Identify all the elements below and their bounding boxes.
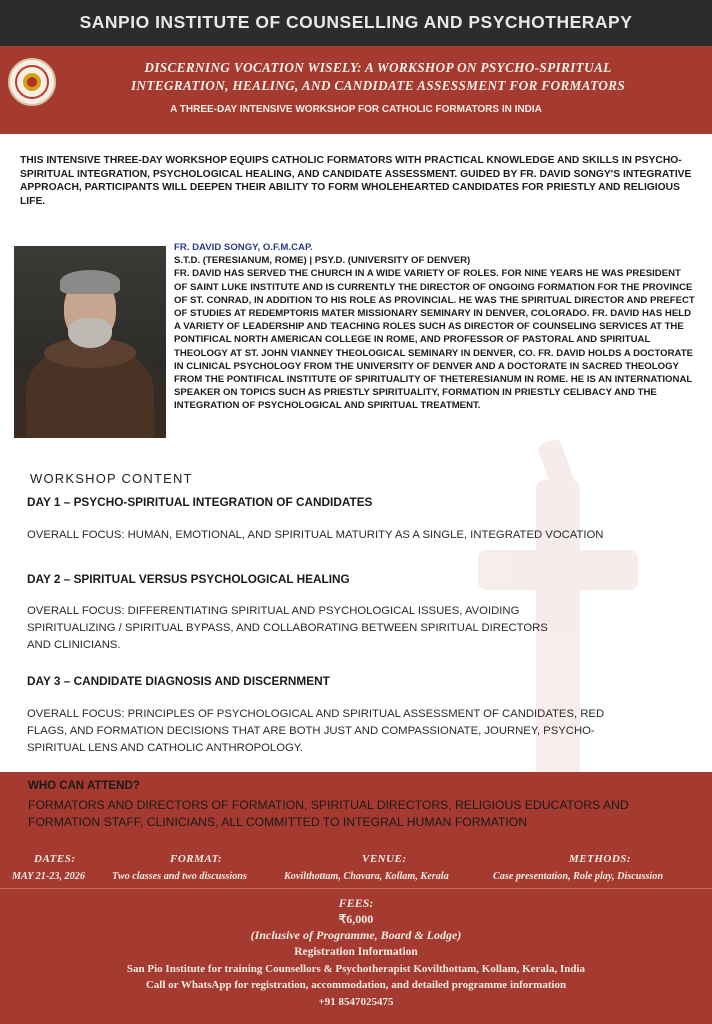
institute-name: SANPIO INSTITUTE OF COUNSELLING AND PSYCHOTHERAPY xyxy=(79,12,633,32)
workshop-content-heading: WORKSHOP CONTENT xyxy=(30,471,193,486)
speaker-name: FR. DAVID SONGY, O.F.M.CAP. xyxy=(174,242,313,253)
details-divider xyxy=(0,888,712,889)
who-can-attend-section xyxy=(0,772,712,852)
venue-block xyxy=(362,853,407,865)
day-1-title: DAY 1 – PSYCHO-SPIRITUAL INTEGRATION OF CANDIDATES xyxy=(27,495,373,509)
venue-label: VENUE: xyxy=(362,853,407,865)
dates-value: MAY 21-23, 2026 xyxy=(12,871,85,882)
fees-label: FEES: xyxy=(338,896,374,910)
institute-logo-icon xyxy=(8,58,56,106)
methods-value: Case presentation, Role play, Discussion xyxy=(493,871,663,882)
format-value: Two classes and two discussions xyxy=(112,871,247,882)
day-2-focus: OVERALL FOCUS: DIFFERENTIATING SPIRITUAL AND PSYCHOLOGICAL ISSUES, AVOIDING SPIRITUALIZING / SPIRITUAL BYPASS, AND COLLABORATING BETWEEN SPIRITUAL DIRECTORS AND CLINICIANS. xyxy=(27,605,548,651)
format-block xyxy=(170,853,222,865)
speaker-degrees: S.T.D. (TERESIANUM, ROME) | PSY.D. (UNIVERSITY OF DENVER) xyxy=(174,255,471,267)
day-2-title: DAY 2 – SPIRITUAL VERSUS PSYCHOLOGICAL HEALING xyxy=(27,572,350,586)
registration-contact-info: Call or WhatsApp for registration, accommodation, and detailed programme information xyxy=(145,979,567,991)
methods-block xyxy=(569,853,631,865)
registration-address: San Pio Institute for training Counsellors & Psychotherapist Kovilthottam, Kollam, Kerala, India xyxy=(126,963,586,975)
venue-value-block xyxy=(284,868,449,882)
methods-label: METHODS: xyxy=(569,853,632,865)
format-value-block xyxy=(112,868,247,882)
intro-paragraph: THIS INTENSIVE THREE-DAY WORKSHOP EQUIPS CATHOLIC FORMATORS WITH PRACTICAL KNOWLEDGE AND SKILLS IN PSYCHO-SPIRITUAL INTEGRATION, PSYCHOLOGICAL HEALING, AND CANDIDATE ASSESSMENT. GUIDED BY FR. DAVID SONGY'S INTEGRATIVE APPROACH, PARTICIPANTS WILL DEEPEN THEIR ABILITY TO FORM WHOLEHEARTED CANDIDATES FOR PRIESTLY AND RELIGIOUS LIFE. xyxy=(20,155,692,207)
who-can-attend-text: FORMATORS AND DIRECTORS OF FORMATION, SPIRITUAL DIRECTORS, RELIGIOUS EDUCATORS AND FORMATION STAFF, CLINICIANS, ALL COMMITTED TO INTEGRAL HUMAN FORMATION xyxy=(28,798,629,829)
header-banner xyxy=(0,46,712,134)
day-3-focus: OVERALL FOCUS: PRINCIPLES OF PSYCHOLOGICAL AND SPIRITUAL ASSESSMENT OF CANDIDATES, RED FLAGS, AND FORMATION DECISIONS THAT ARE BOTH JUST AND COMPASSIONATE, JOURNEY, PSYCHO-SPIRITUAL LENS AND CATHOLIC ANTHROPOLOGY. xyxy=(27,708,605,754)
dates-value-block xyxy=(12,868,85,882)
fees-note: (Inclusive of Programme, Board & Lodge) xyxy=(250,928,462,942)
fees-amount: ₹6,000 xyxy=(338,912,374,926)
speaker-bio-block xyxy=(174,241,696,413)
speaker-bio: FR. DAVID HAS SERVED THE CHURCH IN A WIDE VARIETY OF ROLES. FOR NINE YEARS HE WAS PRESIDENT OF SAINT LUKE INSTITUTE AND IS CURRENTLY THE DIRECTOR OF ONGOING FORMATION FOR THE PROVINCE OF ST. CONRAD, IN ADDITION TO HIS ROLE AS PROVINCIAL. HE WAS THE SPIRITUAL DIRECTOR AND PREFECT OF STUDIES AT REDEMPTORIS MATER MISSIONARY SEMINARY IN DENVER, COLORADO. FR. DAVID HAS HELD A VARIETY OF LEADERSHIP AND TEACHING ROLES SUCH AS DIRECTOR OF COUNSELING SERVICES AT THE PONTIFICAL NORTH AMERICAN COLLEGE IN ROME, AND PROFESSOR OF PASTORAL AND SPIRITUAL THEOLOGY AT ST. JOHN VIANNEY THEOLOGICAL SEMINARY IN DENVER, CO. FR. DAVID HOLDS A DOCTORATE IN CLINICAL PSYCHOLOGY FROM THE UNIVERSITY OF DENVER AND A DOCTORATE IN SACRED THEOLOGY FROM THE PONTIFICAL INSTITUTE OF SPIRITUALITY OF THETERESIANUM IN ROME. HE IS AN INTERNATIONAL SPEAKER ON TOPICS SUCH AS PRIESTLY SPIRITUALITY, FORMATION IN PRIESTLY CELIBACY AND THE INTEGRATION OF PSYCHOLOGICAL AND SPIRITUAL TREATMENT. xyxy=(174,268,695,412)
workshop-subtitle: A THREE-DAY INTENSIVE WORKSHOP FOR CATHOLIC FORMATORS IN INDIA xyxy=(170,104,542,115)
registration-heading: Registration Information xyxy=(294,946,418,958)
format-label: FORMAT: xyxy=(170,853,223,865)
who-can-attend-label: WHO CAN ATTEND? xyxy=(28,780,140,792)
workshop-title xyxy=(60,59,696,95)
methods-value-block xyxy=(493,868,663,882)
day-3-title: DAY 3 – CANDIDATE DIAGNOSIS AND DISCERNMENT xyxy=(27,674,330,688)
title-line-1: DISCERNING VOCATION WISELY: A WORKSHOP ON PSYCHO-SPIRITUAL xyxy=(144,60,612,75)
dates-block xyxy=(34,853,76,865)
day-1-focus: OVERALL FOCUS: HUMAN, EMOTIONAL, AND SPIRITUAL MATURITY AS A SINGLE, INTEGRATED VOCATION xyxy=(27,529,604,541)
top-banner xyxy=(0,0,712,46)
phone-number[interactable]: +91 8547025475 xyxy=(318,996,394,1008)
dates-label: DATES: xyxy=(34,853,76,865)
title-line-2: INTEGRATION, HEALING, AND CANDIDATE ASSESSMENT FOR FORMATORS xyxy=(130,78,626,93)
venue-value: Kovilthottam, Chavara, Kollam, Kerala xyxy=(284,871,449,882)
speaker-photo xyxy=(14,246,166,438)
